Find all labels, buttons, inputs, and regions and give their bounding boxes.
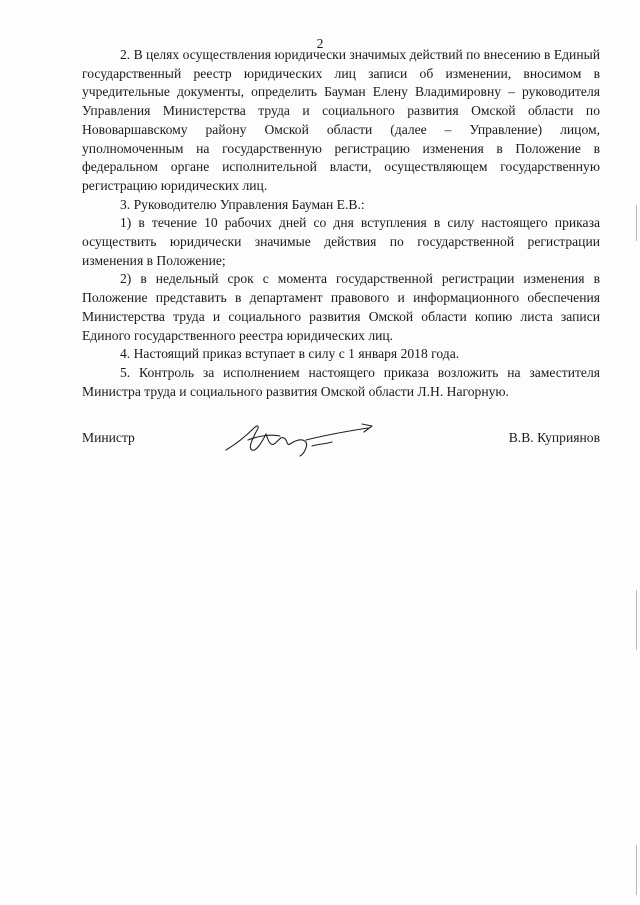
subparagraph-3-1: 1) в течение 10 рабочих дней со дня вступления в силу настоящего приказа осуществить юридически значимые действия по государственной регистрации изменения в Положение; — [82, 215, 600, 268]
signatory-title: Министр — [82, 430, 135, 445]
paragraph-item-2: 2. В целях осуществления юридически значимых действий по внесению в Единый государственный реестр юридических лиц записи об изменении, вносимом в учредительные документы, определить Бауман Елену Владимировну – руководителя Управления Министерства труда и социального развития Омской области по Нововаршавскому району Омской области (далее – Управление) лицом, уполномоченным на государственную регистрацию изменения в Положение в федеральном органе исполнительной власти, осуществляющем государственную регистрацию юридических лиц. — [82, 47, 601, 193]
page-number: 2 — [316, 36, 324, 51]
scan-edge-mark — [636, 590, 637, 650]
signatory-name: В.В. Куприянов — [508, 430, 600, 445]
paragraph-item-3: 3. Руководителю Управления Бауман Е.В.: — [120, 196, 365, 212]
scan-edge-mark — [636, 845, 637, 895]
document-body — [82, 46, 600, 401]
signature-block — [82, 430, 600, 470]
handwritten-signature — [222, 414, 382, 464]
paragraph-item-4: 4. Настоящий приказ вступает в силу с 1 января 2018 года. — [120, 346, 460, 362]
paragraph-item-5: 5. Контроль за исполнением настоящего приказа возложить на заместителя Министра труда и социального развития Омской области Л.Н. Нагорную. — [82, 364, 600, 399]
subparagraph-3-2: 2) в недельный срок с момента государственной регистрации изменения в Положение представить в департамент правового и информационного обеспечения Министерства труда и социального развития Омской области копию листа записи Единого государственного реестра юридических лиц. — [82, 271, 600, 343]
scan-edge-mark — [636, 205, 637, 241]
